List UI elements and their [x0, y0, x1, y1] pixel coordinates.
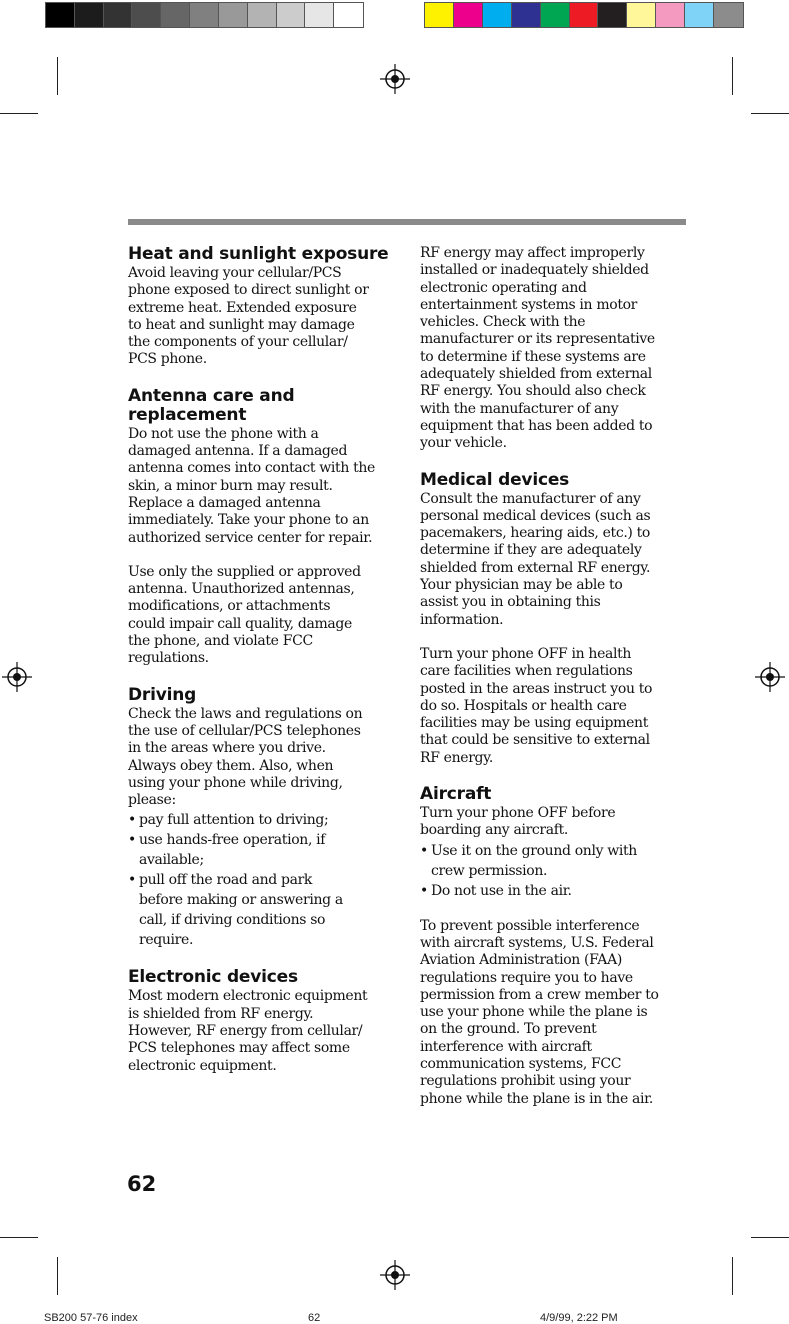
calibration-swatch: [75, 3, 104, 27]
text-line: modifications, or attachments: [128, 598, 331, 615]
calibration-swatch: [161, 3, 190, 27]
text-line: to determine if these systems are: [420, 348, 646, 365]
text-line: Turn your phone OFF in health: [420, 645, 632, 662]
text-line: authorized service center for repair.: [128, 529, 373, 546]
text-line: that could be sensitive to external: [420, 732, 650, 749]
text-line: Check the laws and regulations on: [128, 705, 363, 722]
bullet-icon: •: [128, 832, 136, 849]
text-line: phone while the plane is in the air.: [420, 1090, 654, 1107]
section-heading: [128, 387, 393, 425]
bullet-icon: •: [128, 872, 136, 889]
section-body: [128, 564, 393, 668]
text-line: Do not use the phone with a: [128, 425, 319, 442]
text-line: in the areas where you drive.: [128, 740, 326, 757]
section-body: [420, 805, 682, 840]
calibration-swatch: [714, 3, 743, 27]
section-aircraft: [420, 785, 682, 1108]
calibration-swatch: [104, 3, 133, 27]
calibration-swatch: [248, 3, 277, 27]
text-line: However, RF energy from cellular/: [128, 1023, 363, 1040]
bullet-item: [420, 841, 682, 881]
text-line: Use only the supplied or approved: [128, 563, 361, 580]
section-body: [128, 426, 393, 547]
crop-mark: [0, 1237, 38, 1238]
text-line: RF energy. You should also check: [420, 383, 646, 400]
calibration-swatch: [46, 3, 75, 27]
calibration-swatch: [277, 3, 306, 27]
text-line: Aviation Administration (FAA): [420, 952, 622, 969]
text-line: please:: [128, 792, 176, 809]
section-heading: Driving: [128, 684, 197, 705]
text-line: PCS telephones may affect some: [128, 1040, 350, 1057]
bullet-item: [128, 810, 393, 830]
text-line: care facilities when regulations: [420, 663, 633, 680]
bullet-list: [128, 810, 393, 950]
text-line: the use of cellular/PCS telephones: [128, 722, 361, 739]
text-line: personal medical devices (such as: [420, 507, 651, 524]
text-line: regulations.: [128, 650, 209, 667]
text-line: on the ground. To prevent: [420, 1021, 597, 1038]
text-line: the components of your cellular/: [128, 334, 348, 351]
text-line: Avoid leaving your cellular/PCS: [128, 265, 342, 281]
text-line: Turn your phone OFF before: [420, 805, 616, 822]
text-line: PCS phone.: [128, 351, 207, 368]
text-line: communication systems, FCC: [420, 1055, 622, 1072]
footer-filename: SB200 57-76 index: [44, 1312, 138, 1324]
text-line: replacement: [128, 404, 247, 425]
calibration-swatch: [512, 3, 541, 27]
bullet-text: call, if driving conditions so: [139, 912, 326, 929]
calibration-swatch: [334, 3, 363, 27]
section-body: [420, 646, 682, 767]
crop-mark: [57, 57, 58, 95]
section-heading: Electronic devices: [128, 967, 298, 988]
section-body: [420, 245, 682, 453]
bullet-item: [128, 870, 393, 950]
text-line: RF energy.: [420, 749, 493, 766]
text-line: assist you in obtaining this: [420, 594, 601, 611]
text-line: Most modern electronic equipment: [128, 988, 368, 1005]
text-line: information.: [420, 611, 504, 628]
calibration-swatch: [570, 3, 599, 27]
bullet-list: [420, 841, 682, 901]
text-line: Consult the manufacturer of any: [420, 490, 641, 507]
bullet-text: Do not use in the air.: [431, 882, 572, 899]
text-line: Always obey them. Also, when: [128, 757, 334, 774]
text-line: adequately shielded from external: [420, 366, 652, 383]
section-body: [128, 706, 393, 810]
calibration-swatch: [685, 3, 714, 27]
color-calibration-bar: [424, 2, 744, 28]
bullet-icon: •: [420, 842, 428, 859]
page-number: 62: [127, 1172, 157, 1196]
text-line: skin, a minor burn may result.: [128, 477, 333, 494]
text-line: using your phone while driving,: [128, 774, 343, 791]
text-line: do so. Hospitals or health care: [420, 697, 627, 714]
bullet-text: Use it on the ground only with: [431, 842, 637, 859]
footer-page: 62: [308, 1312, 321, 1324]
section-driving: [128, 686, 393, 951]
section-heading: Heat and sunlight exposure: [128, 244, 389, 264]
left-column: [128, 245, 393, 1075]
text-line: antenna. Unauthorized antennas,: [128, 581, 355, 598]
bullet-text: pull off the road and park: [139, 872, 313, 889]
crop-mark: [751, 113, 789, 114]
bullet-text: crew permission.: [431, 862, 548, 879]
text-line: RF energy may affect improperly: [420, 245, 645, 261]
calibration-swatch: [656, 3, 685, 27]
bullet-text: before making or answering a: [139, 892, 343, 909]
text-line: to heat and sunlight may damage: [128, 316, 355, 333]
section-medical-devices: [420, 471, 682, 767]
header-rule: [128, 219, 686, 225]
calibration-swatch: [305, 3, 334, 27]
crop-mark: [732, 57, 733, 95]
bullet-text: use hands-free operation, if: [139, 832, 326, 849]
text-line: installed or inadequately shielded: [420, 262, 649, 279]
text-line: with the manufacturer of any: [420, 400, 619, 417]
right-column: [420, 245, 682, 1108]
grayscale-calibration-bar: [45, 2, 364, 28]
text-line: regulations prohibit using your: [420, 1073, 631, 1090]
text-line: pacemakers, hearing aids, etc.) to: [420, 525, 650, 542]
bullet-text: pay full attention to driving;: [139, 812, 329, 829]
section-body: [128, 988, 393, 1074]
registration-mark-icon: [755, 662, 785, 692]
text-line: To prevent possible interference: [420, 917, 640, 934]
section-heading: Medical devices: [420, 469, 570, 490]
text-line: Antenna care and: [128, 385, 295, 406]
section-electronic-devices: [128, 968, 393, 1074]
bullet-text: available;: [139, 852, 204, 869]
text-line: shielded from external RF energy.: [420, 559, 651, 576]
section-heat-sunlight: [128, 245, 393, 369]
text-line: facilities may be using equipment: [420, 715, 648, 732]
crop-mark: [0, 113, 38, 114]
text-line: electronic equipment.: [128, 1057, 277, 1074]
calibration-swatch: [598, 3, 627, 27]
text-line: is shielded from RF energy.: [128, 1005, 314, 1022]
calibration-swatch: [219, 3, 248, 27]
text-line: with aircraft systems, U.S. Federal: [420, 934, 654, 951]
crop-mark: [732, 1257, 733, 1295]
section-heading: Aircraft: [420, 784, 492, 805]
calibration-swatch: [190, 3, 219, 27]
bullet-icon: •: [128, 812, 136, 829]
text-line: your vehicle.: [420, 435, 507, 452]
text-line: Replace a damaged antenna: [128, 494, 321, 511]
text-line: entertainment systems in motor: [420, 296, 638, 313]
text-line: manufacturer or its representative: [420, 331, 655, 348]
text-line: antenna comes into contact with the: [128, 460, 375, 477]
text-line: vehicles. Check with the: [420, 314, 586, 331]
text-line: posted in the areas instruct you to: [420, 680, 653, 697]
text-line: damaged antenna. If a damaged: [128, 443, 348, 460]
text-line: equipment that has been added to: [420, 417, 653, 434]
registration-mark-icon: [380, 64, 410, 94]
calibration-swatch: [132, 3, 161, 27]
crop-mark: [57, 1257, 58, 1295]
text-line: interference with aircraft: [420, 1038, 592, 1055]
bullet-item: [128, 830, 393, 870]
section-body: [420, 491, 682, 629]
registration-mark-icon: [2, 662, 32, 692]
crop-mark: [751, 1237, 789, 1238]
text-line: could impair call quality, damage: [128, 615, 352, 632]
text-line: the phone, and violate FCC: [128, 633, 313, 650]
calibration-swatch: [627, 3, 656, 27]
text-line: determine if they are adequately: [420, 542, 642, 559]
bullet-text: require.: [139, 932, 194, 949]
text-line: permission from a crew member to: [420, 986, 659, 1003]
section-rf-energy: [420, 245, 682, 453]
text-line: electronic operating and: [420, 279, 587, 296]
text-line: boarding any aircraft.: [420, 822, 568, 839]
bullet-item: [420, 881, 682, 901]
bullet-icon: •: [420, 882, 428, 899]
text-line: Your physician may be able to: [420, 577, 623, 594]
calibration-swatch: [541, 3, 570, 27]
calibration-swatch: [425, 3, 454, 27]
section-antenna: [128, 387, 393, 668]
text-line: regulations require you to have: [420, 969, 633, 986]
calibration-swatch: [483, 3, 512, 27]
text-line: use your phone while the plane is: [420, 1004, 648, 1021]
text-line: phone exposed to direct sunlight or: [128, 282, 369, 299]
text-line: immediately. Take your phone to an: [128, 512, 369, 529]
section-body: [420, 918, 682, 1108]
text-line: extreme heat. Extended exposure: [128, 299, 357, 316]
registration-mark-icon: [380, 1260, 410, 1290]
footer-date: 4/9/99, 2:22 PM: [540, 1312, 618, 1324]
calibration-swatch: [454, 3, 483, 27]
section-body: [128, 265, 393, 369]
